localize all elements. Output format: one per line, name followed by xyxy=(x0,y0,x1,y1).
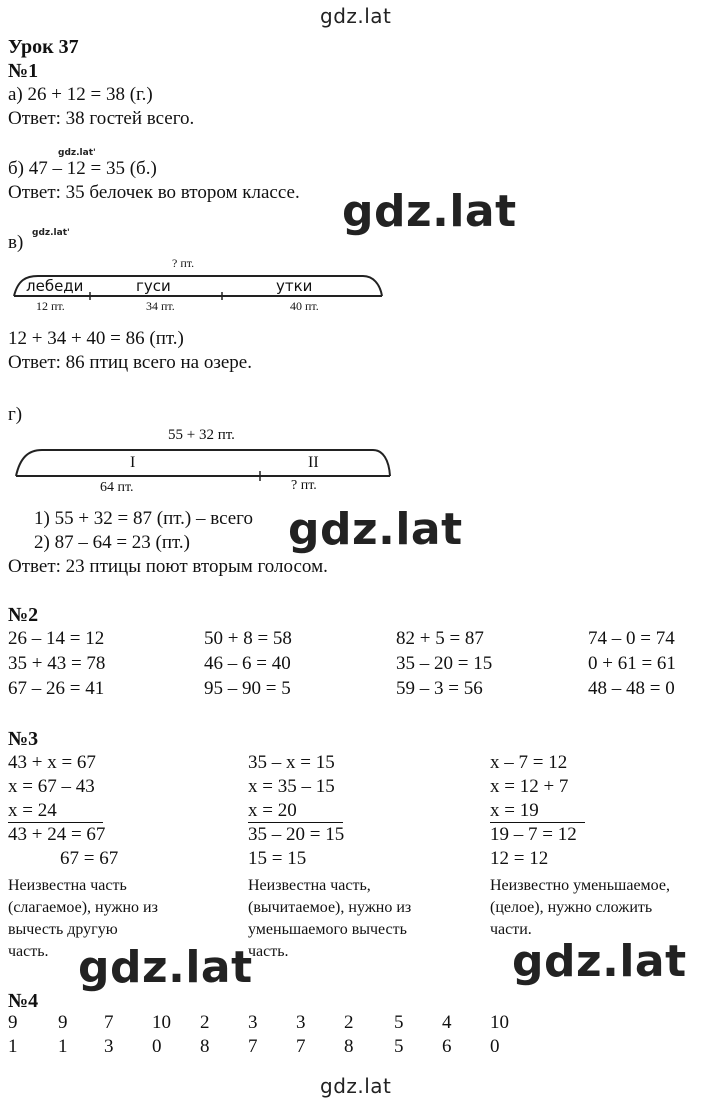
task1-b-equation: б) 47 – 12 = 35 (б.) xyxy=(8,158,157,179)
task4-r2-n8: 8 xyxy=(344,1036,354,1057)
task1-a-equation: а) 26 + 12 = 38 (г.) xyxy=(8,84,153,105)
task1-g-step2: 2) 87 – 64 = 23 (пт.) xyxy=(34,532,190,553)
task3-col3-note-line1: Неизвестно уменьшаемое, xyxy=(490,877,670,894)
diagram-v-part-swans: лебеди xyxy=(26,277,84,295)
task3-col3-step: x = 12 + 7 xyxy=(490,776,569,797)
task3-col3-note-line3: части. xyxy=(490,921,532,938)
task3-col1-note-line1: Неизвестна часть xyxy=(8,877,127,894)
task3-col2-note-line4: часть. xyxy=(248,943,289,960)
task3-col1-step: x = 67 – 43 xyxy=(8,776,95,797)
task1-v-answer: Ответ: 86 птиц всего на озере. xyxy=(8,352,252,373)
task4-r2-n9: 5 xyxy=(394,1036,404,1057)
task3-col2-note-line3: уменьшаемого вычесть xyxy=(248,921,407,938)
task3-col1-check: 43 + 24 = 67 xyxy=(8,824,106,845)
task1-v-equation: 12 + 34 + 40 = 86 (пт.) xyxy=(8,328,184,349)
task4-header: №4 xyxy=(8,990,39,1012)
task2-r1-c1: 26 – 14 = 12 xyxy=(8,628,105,649)
task3-col2-step: x = 35 – 15 xyxy=(248,776,335,797)
task1-v-label: в) xyxy=(8,232,24,253)
task3-col1-note-line3: вычесть другую xyxy=(8,921,118,938)
lesson-title: Урок 37 xyxy=(8,36,79,58)
segment-diagram-voices xyxy=(8,424,398,494)
task3-col1-check-result: 67 = 67 xyxy=(60,848,119,869)
task4-r1-n5: 2 xyxy=(200,1012,210,1033)
segment-diagram-birds xyxy=(8,254,388,318)
task2-r3-c3: 59 – 3 = 56 xyxy=(396,678,483,699)
task4-r1-n1: 9 xyxy=(8,1012,18,1033)
task3-header: №3 xyxy=(8,728,39,750)
diagram-g-total: 55 + 32 пт. xyxy=(168,427,235,443)
task4-row2 xyxy=(0,1036,720,1060)
task3-col1-note-line2: (слагаемое), нужно из xyxy=(8,899,158,916)
task1-header: №1 xyxy=(8,60,39,82)
task2-r3-c1: 67 – 26 = 41 xyxy=(8,678,105,699)
watermark-large-1: gdz.lat xyxy=(342,186,517,237)
task4-r1-n2: 9 xyxy=(58,1012,68,1033)
task4-r1-n7: 3 xyxy=(296,1012,306,1033)
task4-r2-n5: 8 xyxy=(200,1036,210,1057)
task4-r2-n1: 1 xyxy=(8,1036,18,1057)
task4-r1-n9: 5 xyxy=(394,1012,404,1033)
task4-row1 xyxy=(0,1012,720,1036)
task2-header: №2 xyxy=(8,604,39,626)
task1-g-answer: Ответ: 23 птицы поют вторым голосом. xyxy=(8,556,328,577)
task3-col3-result xyxy=(490,800,585,823)
diagram-v-part-geese: гуси xyxy=(136,277,171,295)
task3-col2-check: 35 – 20 = 15 xyxy=(248,824,345,845)
task3-col1-note-line4: часть. xyxy=(8,943,49,960)
task3-col2-result-text: x = 20 xyxy=(248,800,343,823)
task4-r2-n2: 1 xyxy=(58,1036,68,1057)
diagram-v-total: ? пт. xyxy=(172,256,195,270)
task1-a-answer: Ответ: 38 гостей всего. xyxy=(8,108,195,129)
task3-col2-result xyxy=(248,800,343,823)
task1-g-step1: 1) 55 + 32 = 87 (пт.) – всего xyxy=(34,508,253,529)
task3-col2-check-result: 15 = 15 xyxy=(248,848,307,869)
task3-col3-result-text: x = 19 xyxy=(490,800,585,823)
diagram-g-value-two: ? пт. xyxy=(291,478,317,493)
task2-r1-c3: 82 + 5 = 87 xyxy=(396,628,484,649)
task1-g-label: г) xyxy=(8,404,23,425)
task4-r1-n10: 4 xyxy=(442,1012,452,1033)
task2-r2-c3: 35 – 20 = 15 xyxy=(396,653,493,674)
task2-r2-c1: 35 + 43 = 78 xyxy=(8,653,106,674)
watermark-bottom: gdz.lat xyxy=(320,1074,392,1098)
task2-r3-c2: 95 – 90 = 5 xyxy=(204,678,291,699)
task3-col1-result-text: x = 24 xyxy=(8,800,103,823)
watermark-large-4: gdz.lat xyxy=(512,936,687,987)
task3-col3-note-line2: (целое), нужно сложить xyxy=(490,899,653,916)
task4-r2-n11: 0 xyxy=(490,1036,500,1057)
task3-col1-result xyxy=(8,800,103,823)
task4-r1-n3: 7 xyxy=(104,1012,114,1033)
task4-r2-n10: 6 xyxy=(442,1036,452,1057)
task3-col1-equation: 43 + x = 67 xyxy=(8,752,96,773)
task2-r1-c4: 74 – 0 = 74 xyxy=(588,628,675,649)
diagram-g-part-two: II xyxy=(308,454,319,471)
watermark-tiny-1: gdz.lat' xyxy=(58,148,96,158)
watermark-top: gdz.lat xyxy=(320,4,392,28)
task4-r2-n6: 7 xyxy=(248,1036,258,1057)
diagram-g-value-one: 64 пт. xyxy=(100,480,134,495)
task2-r2-c4: 0 + 61 = 61 xyxy=(588,653,676,674)
watermark-large-3: gdz.lat xyxy=(78,942,253,993)
task3-col2-note-line1: Неизвестна часть, xyxy=(248,877,371,894)
diagram-v-value-swans: 12 пт. xyxy=(36,299,65,313)
task2-r3-c4: 48 – 48 = 0 xyxy=(588,678,675,699)
task2-r2-c2: 46 – 6 = 40 xyxy=(204,653,291,674)
diagram-v-value-ducks: 40 пт. xyxy=(290,299,319,313)
task4-r2-n3: 3 xyxy=(104,1036,114,1057)
task3-col3-equation: x – 7 = 12 xyxy=(490,752,568,773)
task1-b-answer: Ответ: 35 белочек во втором классе. xyxy=(8,182,300,203)
diagram-v-part-ducks: утки xyxy=(276,277,313,295)
task4-r1-n8: 2 xyxy=(344,1012,354,1033)
task4-r1-n6: 3 xyxy=(248,1012,258,1033)
task4-r1-n11: 10 xyxy=(490,1012,509,1033)
task3-col2-note-line2: (вычитаемое), нужно из xyxy=(248,899,412,916)
watermark-large-2: gdz.lat xyxy=(288,504,463,555)
watermark-tiny-2: gdz.lat' xyxy=(32,228,70,238)
task3-col3-check-result: 12 = 12 xyxy=(490,848,549,869)
diagram-v-value-geese: 34 пт. xyxy=(146,299,175,313)
task3-col2-equation: 35 – x = 15 xyxy=(248,752,335,773)
task4-r1-n4: 10 xyxy=(152,1012,171,1033)
task4-r2-n4: 0 xyxy=(152,1036,162,1057)
diagram-g-part-one: I xyxy=(130,454,136,471)
task4-r2-n7: 7 xyxy=(296,1036,306,1057)
task2-r1-c2: 50 + 8 = 58 xyxy=(204,628,292,649)
task3-col3-check: 19 – 7 = 12 xyxy=(490,824,577,845)
